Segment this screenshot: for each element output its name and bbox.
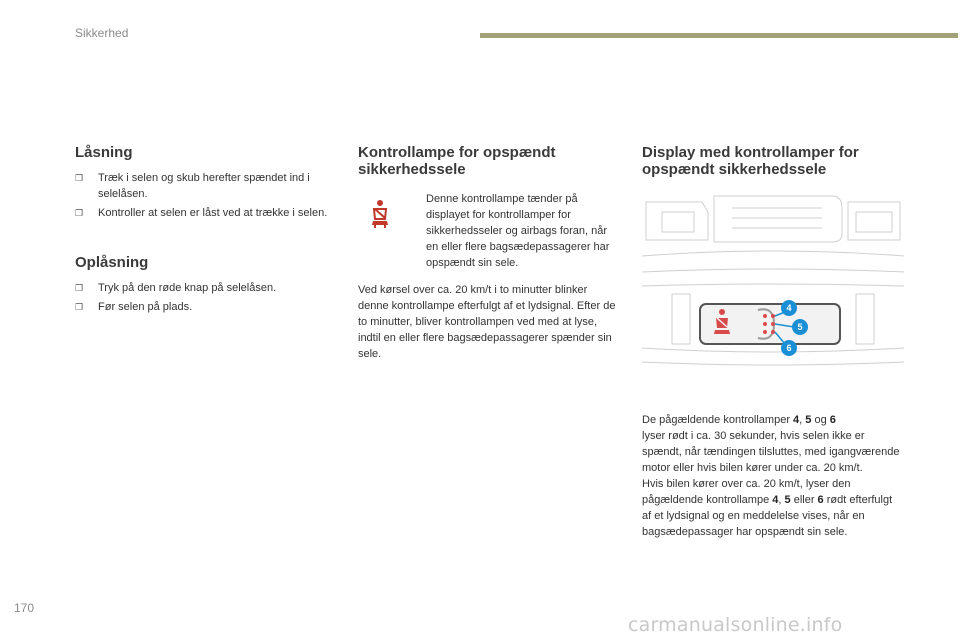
locking-list (75, 170, 337, 221)
locking-heading: Låsning (75, 144, 133, 161)
warning-lamp-description: Denne kontrollampe tænder på displayet for kontrollamper for sikkerhedsseler og airbags foran, når en eller flere bagsædepassagerer har opspændt sin sele. (426, 193, 610, 269)
warning-lamp-paragraph: Ved kørsel over ca. 20 km/t i to minutter blinker denne kontrollampe efterfulgt af et lydsignal. Efter de to minutter, bliver kontrollampen ved med at lyse, indtil en eller flere bagsædepassagerer spænder sin sele. (358, 284, 616, 360)
unlocking-list (75, 280, 337, 315)
seatbelt-warning-icon (368, 199, 392, 229)
list-item: ❒ Før selen på plads. (75, 301, 193, 313)
header-bar (480, 33, 958, 38)
callout-4: 4 (786, 303, 792, 313)
unlocking-heading: Oplåsning (75, 254, 149, 271)
warning-lamp-block (358, 191, 620, 271)
list-item: ❒ Træk i selen og skub herefter spændet ind i selelåsen. (75, 172, 310, 200)
watermark: carmanualsonline.info (628, 614, 843, 636)
checkbox-bullet-icon: ❒ (75, 283, 84, 293)
warning-lamp-heading: Kontrollampe for opspændt sikkerhedssele (358, 144, 556, 178)
checkbox-bullet-icon: ❒ (75, 208, 84, 218)
column-display (642, 144, 904, 540)
column-warning-lamp (358, 144, 620, 362)
warning-display-panel (700, 304, 840, 344)
column-locking (75, 144, 337, 318)
list-item: ❒ Tryk på den røde knap på selelåsen. (75, 282, 277, 294)
section-title: Sikkerhed (75, 26, 129, 40)
checkbox-bullet-icon: ❒ (75, 173, 84, 183)
checkbox-bullet-icon: ❒ (75, 302, 84, 312)
display-paragraph-2: Hvis bilen kører over ca. 20 km/t, lyser den pågældende kontrollampe 4, 5 eller 6 rødt efterfulgt af et lydsignal og en meddelelse vises, når en bagsædepassager har opspændt sin sele. (642, 478, 893, 538)
callout-5: 5 (797, 322, 803, 332)
dashboard-display-illustration (642, 186, 904, 371)
list-item: ❒ Kontroller at selen er låst ved at trække i selen. (75, 207, 328, 219)
display-paragraph-1: De pågældende kontrollamper 4, 5 og 6 lyser rødt i ca. 30 sekunder, hvis selen ikke er spændt, når tændingen tilsluttes, med igangværende motor eller hvis bilen kører under ca. 20 km/t. (642, 414, 900, 474)
display-illustration (642, 186, 904, 371)
display-heading: Display med kontrollamper for opspændt sikkerhedssele (642, 144, 859, 178)
page-number: 170 (14, 601, 35, 615)
callout-6: 6 (786, 343, 792, 353)
